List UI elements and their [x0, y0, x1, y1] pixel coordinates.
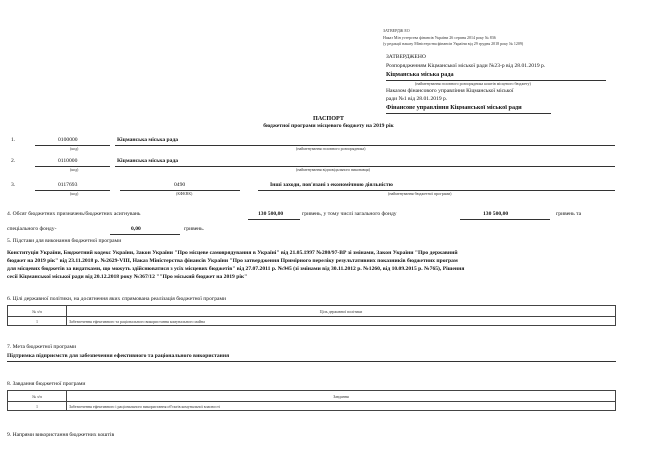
row-3-name-caption: (найменування бюджетної програми) — [388, 191, 452, 196]
section-7-underline — [7, 361, 616, 362]
section-9-label: 9. Напрями використання бюджетних коштів — [7, 432, 115, 438]
row-2-code: 0110000 — [58, 158, 78, 164]
page-subtitle: бюджетної програми місцевого бюджету на 2019 рік — [263, 123, 394, 129]
row-2-code-caption: (код) — [70, 167, 79, 172]
row-1-code-caption: (код) — [70, 146, 79, 151]
section-6-col-goal: Ціль державної політики — [67, 306, 616, 317]
row-3-kfkvk-caption: (КФКВК) — [176, 191, 193, 196]
row-1-code: 0100000 — [58, 137, 78, 143]
section-5-line-1: Конституція України, Бюджетний кодекс України, Закон України "Про місцеве самоврядування в Україні" від 21.05.1997 №280/97-ВР зі змінами, Закон України "Про державний — [7, 250, 458, 256]
section-4-general-line — [460, 219, 550, 220]
section-8-col-task: Завдання — [67, 391, 616, 402]
approval-order-1: Розпорядженням Кіцманської міської ради №23-р від 28.01.2019 р. — [386, 63, 546, 69]
section-4-special-unit: гривень. — [184, 226, 205, 232]
section-8-col-num: № з/п — [8, 391, 67, 402]
page-title: ПАСПОРТ — [312, 115, 345, 122]
row-1-name-caption: (найменування головного розпорядника) — [296, 146, 366, 151]
section-7-label: 7. Мета бюджетної програми — [7, 344, 77, 350]
section-6-col-num: № з/п — [8, 306, 67, 317]
stamp-line-1: Наказ Мін устерства фінансів України 26 серпня 2014 року № 836 — [383, 35, 496, 40]
section-7-text: Підтримка підприємств для забезпечення ефективного та раціонального використання — [7, 353, 230, 359]
section-4-label: 4. Обсяг бюджетних призначень/бюджетних асигнувань — [7, 211, 141, 217]
approval-org-1-caption: (найменування головного розпорядника коштів місцевого бюджету) — [415, 81, 531, 86]
section-5-line-2: бюджет на 2019 рік" від 23.11.2018 р. №2629-VIII, Наказ Міністерства фінансів України "Про затвердження Примірного переліку результативних показників бюджетних програм — [7, 258, 458, 264]
section-6-label: 6. Цілі державної політики, на досягнення яких спрямована реалізація бюджетної програми — [7, 296, 227, 302]
approval-org-2: Фінансове управління Кіцманської міської ради — [386, 104, 522, 111]
section-4-mid-text: гривень, у тому числі загального фонду — [302, 211, 397, 217]
section-6-table — [7, 305, 616, 326]
section-8-table — [7, 390, 616, 411]
section-5-line-4: сесії Кіцманської міської ради від 20.12.2018 року №367/12 ""Про міський бюджет на 2019 рік" — [7, 274, 248, 280]
section-5-label: 5. Підстави для виконання бюджетної програми — [7, 238, 122, 244]
row-3-code-caption: (код) — [70, 191, 79, 196]
section-6-row-num: 1 — [8, 317, 67, 326]
row-3-code: 0117693 — [58, 182, 78, 188]
approval-org-2-underline — [386, 113, 551, 114]
section-8-row-num: 1 — [8, 402, 67, 411]
section-4-total: 130 500,00 — [258, 211, 284, 217]
section-8-label: 8. Завдання бюджетної програми — [7, 381, 86, 387]
row-3-name: Інші заходи, пов'язані з економічною діяльністю — [270, 182, 393, 188]
section-4-special-line — [110, 234, 180, 235]
row-1-name: Кіцманська міська рада — [117, 137, 179, 143]
stamp-title: ЗАТВЕРДЖ ЕО — [383, 28, 410, 33]
row-3-number: 3. — [11, 182, 16, 188]
row-2-name: Кіцманська міська рада — [117, 158, 179, 164]
approval-heading: ЗАТВЕРДЖЕНО — [386, 54, 426, 60]
stamp-line-2: (у редакції наказу Міністерства фінансів України від 29 грудня 2018 року № 1209) — [383, 41, 524, 46]
row-2-name-caption: (найменування відповідального виконавця) — [296, 167, 370, 172]
row-3-kfkvk: 0490 — [174, 182, 186, 188]
section-4-special: 0,00 — [131, 226, 141, 232]
row-1-number: 1. — [11, 137, 16, 143]
section-4-tail: гривень та — [556, 211, 582, 217]
section-5-line-3: для місцевих бюджетів за видатками, що можуть здійснюватися з усіх місцевих бюджетів" від 27.07.2011 р. №945 (зі змінами від 30.11.2012 р. №1260, від 10.09.2015 р. №765), Рішення — [7, 266, 465, 272]
approval-order-2-line-1: Наказом фінансового управління Кіцманської міської — [386, 88, 514, 94]
section-4-special-label: спеціального фонду- — [7, 226, 57, 232]
approval-org-1: Кіцманська міська рада — [386, 71, 454, 78]
section-4-total-line — [248, 219, 300, 220]
section-4-general: 130 500,00 — [483, 211, 509, 217]
section-6-row-goal: Забезпечення ефективного та раціонального використання комунального майна — [67, 317, 616, 326]
section-8-row-task: Забезпечення ефективного і раціонального використання об'єктів комунальної власності — [67, 402, 616, 411]
row-2-number: 2. — [11, 158, 16, 164]
approval-order-2-line-2: ради №1 від 28.01.2019 р. — [386, 96, 448, 102]
